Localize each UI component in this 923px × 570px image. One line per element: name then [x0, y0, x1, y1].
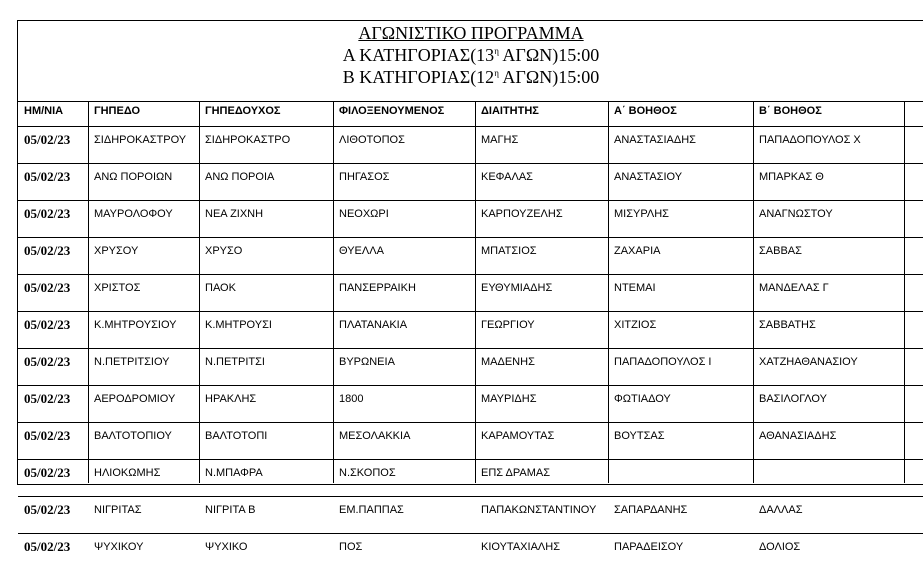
fixtures-table: [18, 101, 923, 570]
cell-home-team: ΒΑΛΤΟΤΟΠΙ: [199, 423, 333, 460]
cell-date: 05/02/23: [18, 349, 88, 386]
fixtures-table-body: [18, 101, 923, 570]
cell-assistant-2: ΔΟΛΙΟΣ: [753, 534, 904, 570]
cell-assistant-2: ΣΑΒΒΑΤΗΣ: [753, 312, 904, 349]
cell-assistant-1: ΝΤΕΜΑΙ: [608, 275, 753, 312]
cell-referee: ΚΕΦΑΛΑΣ: [475, 164, 608, 201]
cell-date: 05/02/23: [18, 534, 88, 570]
cell-stadium: ΨΥΧΙΚΟΥ: [88, 534, 199, 570]
cell-assistant-1: ΑΝΑΣΤΑΣΙΟΥ: [608, 164, 753, 201]
cell-referee: ΜΑΓΗΣ: [475, 127, 608, 164]
column-header-stadium: ΓΗΠΕΔΟ: [88, 101, 199, 127]
cell-away-team: ΕΜ.ΠΑΠΠΑΣ: [333, 497, 475, 534]
cell-assistant-2: ΜΠΑΡΚΑΣ Θ: [753, 164, 904, 201]
cell-stadium: ΧΡΙΣΤΟΣ: [88, 275, 199, 312]
column-divider: [608, 101, 609, 483]
cell-assistant-1: ΜΙΣΥΡΛΗΣ: [608, 201, 753, 238]
cell-home-team: Ν.ΠΕΤΡΙΤΣΙ: [199, 349, 333, 386]
cell-referee: ΚΑΡΠΟΥΖΕΛΗΣ: [475, 201, 608, 238]
cell-home-team: ΠΑΟΚ: [199, 275, 333, 312]
cell-stadium: ΝΙΓΡΙΤΑΣ: [88, 497, 199, 534]
category-a-time: ΑΓΩΝ)15:00: [499, 45, 599, 65]
cell-away-team: ΒΥΡΩΝΕΙΑ: [333, 349, 475, 386]
cell-extra: [904, 312, 923, 349]
cell-assistant-1: ΠΑΠΑΔΟΠΟΥΛΟΣ Ι: [608, 349, 753, 386]
cell-assistant-1: ΣΑΠΑΡΔΑΝΗΣ: [608, 497, 753, 534]
cell-stadium: ΣΙΔΗΡΟΚΑΣΤΡΟΥ: [88, 127, 199, 164]
category-a-text: Α ΚΑΤΗΓΟΡΙΑΣ(13: [343, 45, 494, 65]
cell-stadium: ΑΕΡΟΔΡΟΜΙΟΥ: [88, 386, 199, 423]
cell-assistant-2: ΜΑΝΔΕΛΑΣ Γ: [753, 275, 904, 312]
cell-assistant-1: [608, 460, 753, 497]
category-b-text: Β ΚΑΤΗΓΟΡΙΑΣ(12: [343, 67, 494, 87]
column-divider: [333, 101, 334, 483]
cell-assistant-2: ΑΝΑΓΝΩΣΤΟΥ: [753, 201, 904, 238]
cell-home-team: ΝΕΑ ΖΙΧΝΗ: [199, 201, 333, 238]
cell-extra: [904, 238, 923, 275]
cell-referee: ΕΠΣ ΔΡΑΜΑΣ: [475, 460, 608, 497]
cell-extra: [904, 127, 923, 164]
column-header-home-team: ΓΗΠΕΔΟΥΧΟΣ: [199, 101, 333, 127]
table-header-row: [18, 101, 923, 127]
cell-home-team: ΑΝΩ ΠΟΡΟΙΑ: [199, 164, 333, 201]
cell-stadium: Κ.ΜΗΤΡΟΥΣΙΟΥ: [88, 312, 199, 349]
cell-assistant-2: ΣΑΒΒΑΣ: [753, 238, 904, 275]
schedule-header: [18, 21, 923, 102]
column-header-date: ΗΜ/ΝΙΑ: [18, 101, 88, 127]
cell-assistant-2: ΠΑΠΑΔΟΠΟΥΛΟΣ Χ: [753, 127, 904, 164]
category-b-line: [18, 66, 923, 88]
cell-stadium: Ν.ΠΕΤΡΙΤΣΙΟΥ: [88, 349, 199, 386]
cell-assistant-1: ΒΟΥΤΣΑΣ: [608, 423, 753, 460]
column-header-referee: ΔΙΑΙΤΗΤΗΣ: [475, 101, 608, 127]
cell-extra: [904, 423, 923, 460]
cell-away-team: ΜΕΣΟΛΑΚΚΙΑ: [333, 423, 475, 460]
cell-date: 05/02/23: [18, 201, 88, 238]
cell-away-team: ΛΙΘΟΤΟΠΟΣ: [333, 127, 475, 164]
column-divider: [753, 101, 754, 483]
cell-referee: ΜΑΥΡΙΔΗΣ: [475, 386, 608, 423]
cell-referee: ΜΑΔΕΝΗΣ: [475, 349, 608, 386]
column-divider: [475, 101, 476, 483]
schedule-sheet: [17, 20, 923, 485]
table-row: [18, 238, 923, 275]
category-a-ordinal: η: [494, 46, 499, 56]
cell-assistant-1: ΑΝΑΣΤΑΣΙΑΔΗΣ: [608, 127, 753, 164]
table-row: [18, 349, 923, 386]
cell-home-team: ΧΡΥΣΟ: [199, 238, 333, 275]
category-b-ordinal: η: [494, 68, 499, 78]
cell-home-team: ΣΙΔΗΡΟΚΑΣΤΡΟ: [199, 127, 333, 164]
cell-assistant-1: ΠΑΡΑΔΕΙΣΟΥ: [608, 534, 753, 570]
category-b-time: ΑΓΩΝ)15:00: [499, 67, 599, 87]
cell-home-team: ΝΙΓΡΙΤΑ Β: [199, 497, 333, 534]
cell-referee: ΜΠΑΤΣΙΟΣ: [475, 238, 608, 275]
cell-date: 05/02/23: [18, 238, 88, 275]
cell-extra: [904, 386, 923, 423]
cell-extra: [904, 460, 923, 497]
cell-away-team: ΠΛΑΤΑΝΑΚΙΑ: [333, 312, 475, 349]
cell-assistant-1: ΦΩΤΙΑΔΟΥ: [608, 386, 753, 423]
table-row: [18, 127, 923, 164]
cell-assistant-1: ΖΑΧΑΡΙΑ: [608, 238, 753, 275]
cell-home-team: Ν.ΜΠΑΦΡΑ: [199, 460, 333, 497]
cell-date: 05/02/23: [18, 423, 88, 460]
cell-away-team: ΠΟΣ: [333, 534, 475, 570]
cell-stadium: ΑΝΩ ΠΟΡΟΙΩΝ: [88, 164, 199, 201]
cell-date: 05/02/23: [18, 164, 88, 201]
column-header-assistant-1: Α΄ ΒΟΗΘΟΣ: [608, 101, 753, 127]
table-row: [18, 460, 923, 497]
cell-date: 05/02/23: [18, 127, 88, 164]
cell-extra: [904, 534, 923, 570]
cell-away-team: 1800: [333, 386, 475, 423]
cell-referee: ΓΕΩΡΓΙΟΥ: [475, 312, 608, 349]
cell-away-team: ΠΗΓΑΣΟΣ: [333, 164, 475, 201]
table-row: [18, 534, 923, 570]
cell-referee: ΚΑΡΑΜΟΥΤΑΣ: [475, 423, 608, 460]
cell-extra: [904, 164, 923, 201]
cell-home-team: ΨΥΧΙΚΟ: [199, 534, 333, 570]
cell-extra: [904, 201, 923, 238]
cell-assistant-2: [753, 460, 904, 497]
cell-date: 05/02/23: [18, 275, 88, 312]
cell-home-team: ΗΡΑΚΛΗΣ: [199, 386, 333, 423]
column-header-extra: [904, 101, 923, 127]
cell-date: 05/02/23: [18, 386, 88, 423]
category-a-line: [18, 44, 923, 66]
schedule-title: ΑΓΩΝΙΣΤΙΚΟ ΠΡΟΓΡΑΜΜΑ: [18, 22, 923, 44]
cell-date: 05/02/23: [18, 312, 88, 349]
cell-home-team: Κ.ΜΗΤΡΟΥΣΙ: [199, 312, 333, 349]
cell-assistant-1: ΧΙΤΖΙΟΣ: [608, 312, 753, 349]
cell-stadium: ΜΑΥΡΟΛΟΦΟΥ: [88, 201, 199, 238]
cell-assistant-2: ΒΑΣΙΛΟΓΛΟΥ: [753, 386, 904, 423]
cell-referee: ΕΥΘΥΜΙΑΔΗΣ: [475, 275, 608, 312]
cell-extra: [904, 497, 923, 534]
cell-stadium: ΧΡΥΣΟΥ: [88, 238, 199, 275]
cell-assistant-2: ΑΘΑΝΑΣΙΑΔΗΣ: [753, 423, 904, 460]
cell-date: 05/02/23: [18, 460, 88, 497]
table-row: [18, 386, 923, 423]
cell-stadium: ΗΛΙΟΚΩΜΗΣ: [88, 460, 199, 497]
cell-away-team: Ν.ΣΚΟΠΟΣ: [333, 460, 475, 497]
cell-assistant-2: ΧΑΤΖΗΑΘΑΝΑΣΙΟΥ: [753, 349, 904, 386]
column-divider: [88, 101, 89, 483]
table-row: [18, 423, 923, 460]
cell-assistant-2: ΔΑΛΛΑΣ: [753, 497, 904, 534]
column-header-away-team: ΦΙΛΟΞΕΝΟΥΜΕΝΟΣ: [333, 101, 475, 127]
table-row: [18, 312, 923, 349]
table-row: [18, 275, 923, 312]
cell-extra: [904, 275, 923, 312]
cell-date: 05/02/23: [18, 497, 88, 534]
cell-away-team: ΝΕΟΧΩΡΙ: [333, 201, 475, 238]
cell-extra: [904, 349, 923, 386]
cell-stadium: ΒΑΛΤΟΤΟΠΙΟΥ: [88, 423, 199, 460]
column-header-assistant-2: Β΄ ΒΟΗΘΟΣ: [753, 101, 904, 127]
column-divider: [199, 101, 200, 483]
cell-away-team: ΘΥΕΛΛΑ: [333, 238, 475, 275]
table-row: [18, 164, 923, 201]
table-row: [18, 497, 923, 534]
table-row: [18, 201, 923, 238]
column-divider: [904, 101, 905, 483]
cell-referee: ΚΙΟΥΤΑΧΙΑΛΗΣ: [475, 534, 608, 570]
cell-away-team: ΠΑΝΣΕΡΡΑΙΚΗ: [333, 275, 475, 312]
cell-referee: ΠΑΠΑΚΩΝΣΤΑΝΤΙΝΟΥ: [475, 497, 608, 534]
